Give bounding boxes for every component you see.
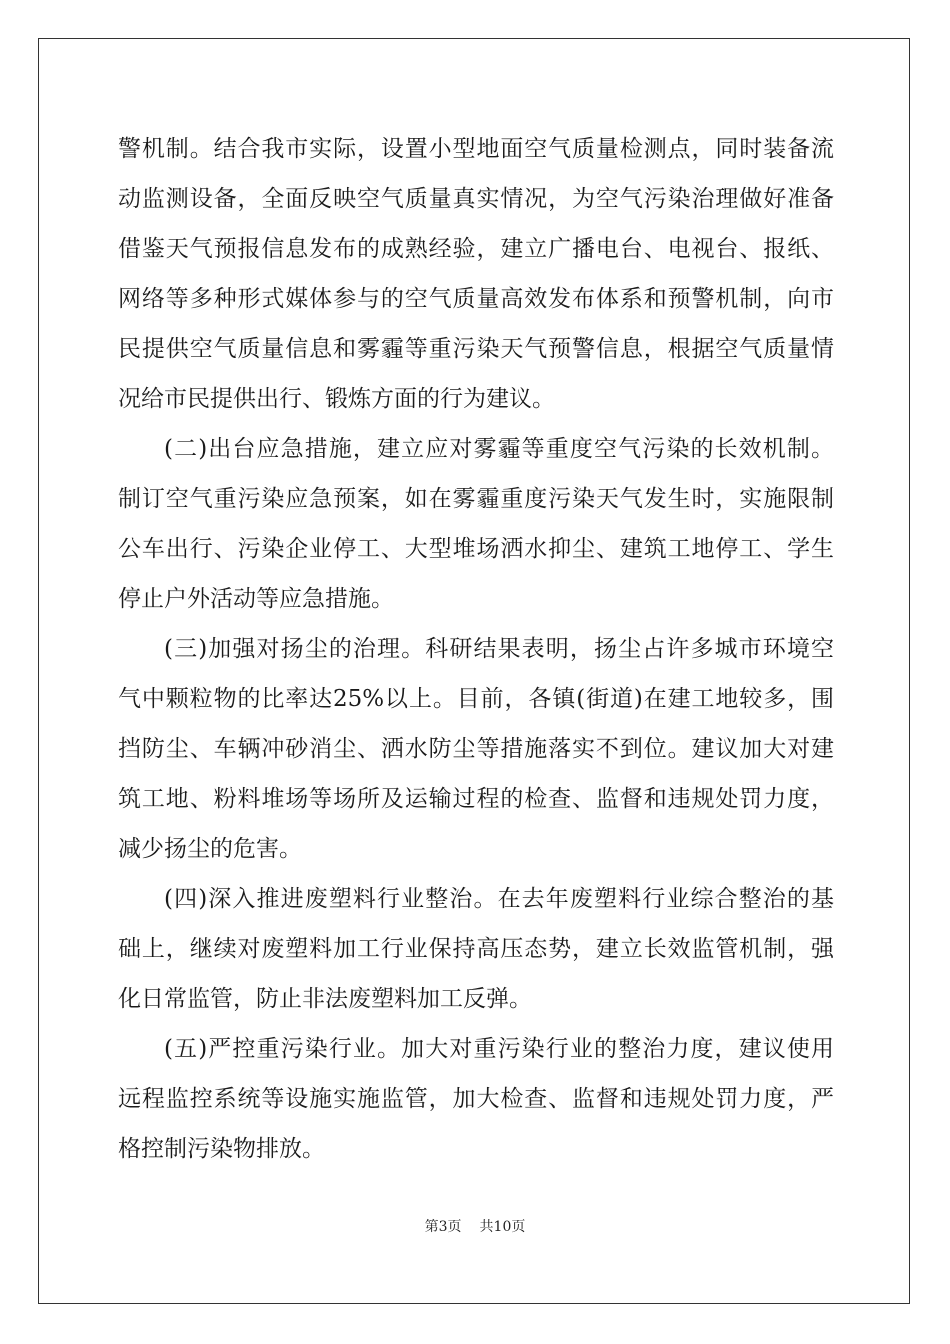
- text-line: 础上，继续对废塑料加工行业保持高压态势，建立长效监管机制，强: [118, 936, 834, 962]
- text-line: 气中颗粒物的比率达25%以上。目前，各镇(街道)在建工地较多，围: [118, 686, 834, 712]
- text-line: 借鉴天气预报信息发布的成熟经验，建立广播电台、电视台、报纸、: [118, 236, 834, 262]
- text-line: 动监测设备，全面反映空气质量真实情况，为空气污染治理做好准备: [118, 186, 834, 212]
- text-line: (五)严控重污染行业。加大对重污染行业的整治力度，建议使用: [164, 1036, 834, 1062]
- paragraph: [118, 124, 834, 424]
- page-footer: [0, 1216, 950, 1236]
- text-line: 制订空气重污染应急预案，如在雾霾重度污染天气发生时，实施限制: [118, 486, 834, 512]
- document-body: [118, 124, 834, 1174]
- text-line: 民提供空气质量信息和雾霾等重污染天气预警信息，根据空气质量情: [118, 336, 834, 362]
- text-line: 挡防尘、车辆冲砂消尘、洒水防尘等措施落实不到位。建议加大对建: [118, 736, 834, 762]
- text-line: 筑工地、粉料堆场等场所及运输过程的检查、监督和违规处罚力度，: [118, 786, 834, 812]
- text-line: 公车出行、污染企业停工、大型堆场洒水抑尘、建筑工地停工、学生: [118, 536, 834, 562]
- text-line: 停止户外活动等应急措施。: [118, 586, 394, 612]
- total-pages: 共10页: [479, 1219, 526, 1235]
- paragraph: [118, 624, 834, 874]
- text-line: (四)深入推进废塑料行业整治。在去年废塑料行业综合整治的基: [164, 886, 834, 912]
- text-line: 警机制。结合我市实际，设置小型地面空气质量检测点，同时装备流: [118, 136, 834, 162]
- text-line: 格控制污染物排放。: [118, 1136, 325, 1162]
- text-line: 化日常监管，防止非法废塑料加工反弹。: [118, 986, 532, 1012]
- text-line: 网络等多种形式媒体参与的空气质量高效发布体系和预警机制，向市: [118, 286, 834, 312]
- text-line: 远程监控系统等设施实施监管，加大检查、监督和违规处罚力度，严: [118, 1086, 834, 1112]
- paragraph: [118, 1024, 834, 1174]
- text-line: 减少扬尘的危害。: [118, 836, 302, 862]
- text-line: (三)加强对扬尘的治理。科研结果表明，扬尘占许多城市环境空: [164, 636, 834, 662]
- text-line: (二)出台应急措施，建立应对雾霾等重度空气污染的长效机制。: [164, 436, 834, 462]
- paragraph: [118, 874, 834, 1024]
- page-number: 第3页: [424, 1219, 462, 1235]
- text-line: 况给市民提供出行、锻炼方面的行为建议。: [118, 386, 555, 412]
- paragraph: [118, 424, 834, 624]
